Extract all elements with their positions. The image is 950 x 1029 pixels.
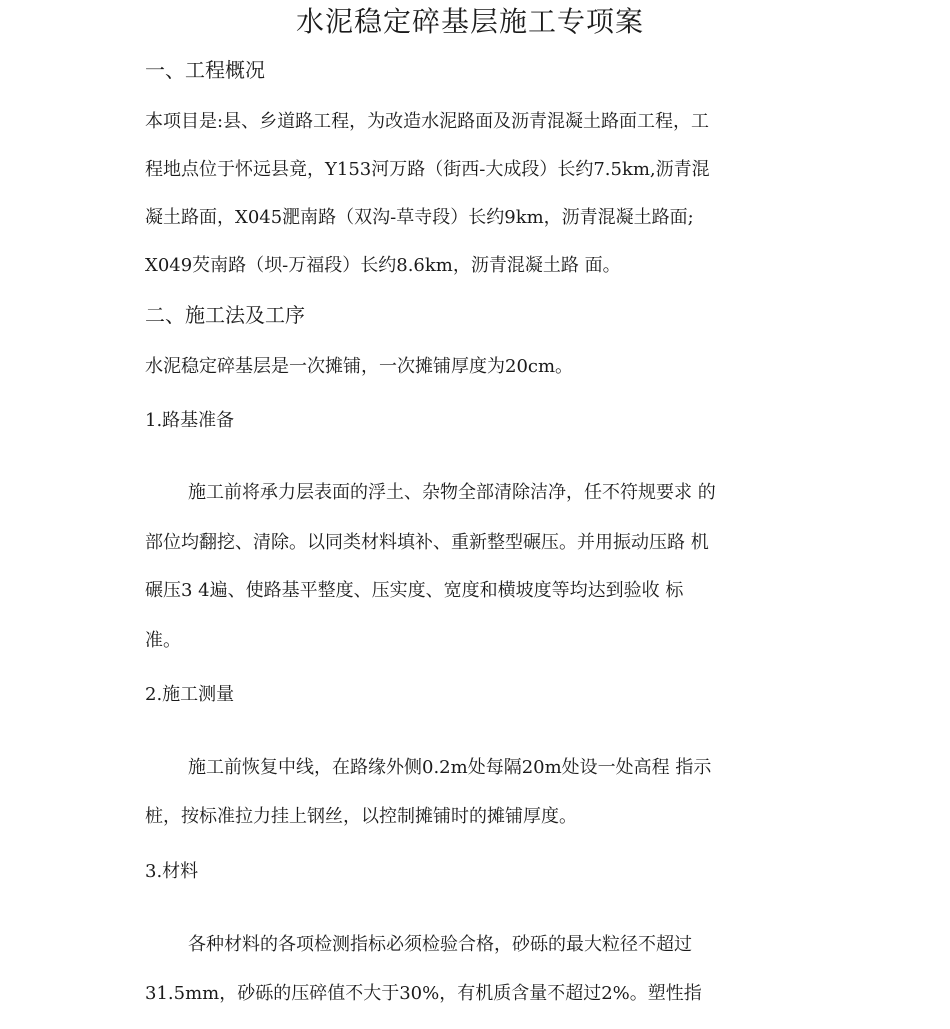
paragraph-line: 施工前将承力层表面的浮土、杂物全部清除洁净，任不符规要求 的: [188, 482, 716, 503]
paragraph-line: 31.5mm，砂砾的压碎值不大于30%，有机质含量不超过2%。塑性指: [145, 983, 702, 1004]
paragraph-line: 施工前恢复中线，在路缘外侧0.2m处每隔20m处设一处高程 指示: [188, 757, 712, 778]
paragraph-line: 凝土路面，X045淝南路（双沟-草寺段）长约9km，沥青混凝土路面;: [145, 207, 694, 228]
document-title: 水泥稳定碎基层施工专项案: [295, 5, 644, 38]
paragraph-line: 桩，按标准拉力挂上钢丝，以控制摊铺时的摊铺厚度。: [145, 806, 577, 827]
paragraph-line: 部位均翻挖、清除。以同类材料填补、重新整型碾压。并用振动压路 机: [145, 532, 709, 553]
paragraph-line: 碾压3 4遍、使路基平整度、压实度、宽度和横坡度等均达到验收 标: [145, 580, 684, 601]
paragraph-line: 准。: [145, 630, 181, 651]
paragraph-line: 水泥稳定碎基层是一次摊铺，一次摊铺厚度为20cm。: [145, 356, 574, 377]
paragraph-line: X049芡南路（坝-万福段）长约8.6km，沥青混凝土路 面。: [145, 255, 621, 276]
subsection-heading-subgrade: 1.路基准备: [145, 410, 235, 431]
section-heading-overview: 一、工程概况: [145, 58, 265, 82]
subsection-heading-survey: 2.施工测量: [145, 684, 235, 705]
paragraph-line: 本项目是:县、乡道路工程，为改造水泥路面及沥青混凝土路面工程，工: [145, 111, 710, 132]
paragraph-line: 各种材料的各项检测指标必须检验合格，砂砾的最大粒径不超过: [188, 934, 692, 955]
section-heading-method: 二、施工法及工序: [145, 303, 305, 327]
paragraph-line: 程地点位于怀远县竟，Y153河万路（街西-大成段）长约7.5km,沥青混: [145, 159, 710, 180]
subsection-heading-materials: 3.材料: [145, 861, 199, 882]
